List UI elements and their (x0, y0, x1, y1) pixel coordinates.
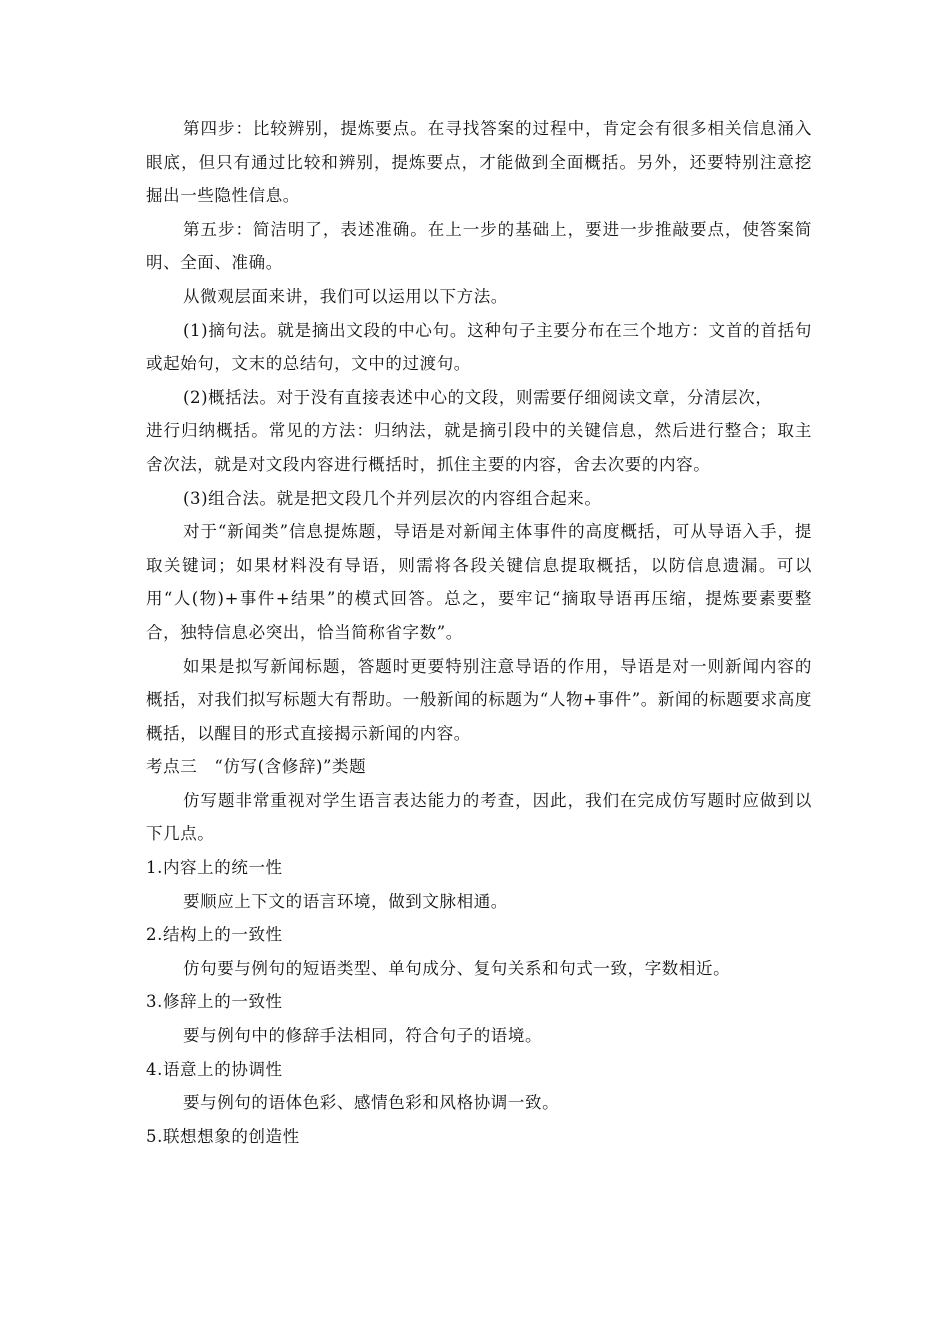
paragraph-micro-methods: 从微观层面来讲，我们可以运用以下方法。 (183, 286, 508, 306)
paragraph-structure-consistency: 仿句要与例句的短语类型、单句成分、复句关系和句式一致，字数相近。 (183, 958, 731, 978)
subheading-imagination-creativity: 5.联想想象的创造性 (146, 1126, 300, 1146)
paragraph-method-extract: (1)摘句法。就是摘出文段的中心句。这种句子主要分布在三个地方：文首的首括句或起始句，文末的总结句，文中的过渡句。 (146, 320, 812, 374)
subheading-content-unity: 1.内容上的统一性 (146, 858, 283, 878)
paragraph-imitation-intro: 仿写题非常重视对学生语言表达能力的考查，因此，我们在完成仿写题时应做到以下几点。 (146, 790, 812, 844)
document-body (146, 112, 812, 1153)
paragraph-rhetoric-consistency: 要与例句中的修辞手法相同，符合句子的语境。 (183, 1026, 543, 1046)
paragraph-method-summarize: (2)概括法。对于没有直接表述中心的文段，则需要仔细阅读文章，分清层次， (183, 387, 773, 407)
paragraph-step-four: 第四步：比较辨别，提炼要点。在寻找答案的过程中，肯定会有很多相关信息涌入眼底，但只有通过比较和辨别，提炼要点，才能做到全面概括。另外，还要特别注意挖掘出一些隐性信息。 (146, 119, 812, 206)
paragraph-news-title: 如果是拟写新闻标题，答题时更要特别注意导语的作用，导语是对一则新闻内容的概括，对我们拟写标题大有帮助。一般新闻的标题为“人物+事件”。新闻的标题要求高度概括，以醒目的形式直接揭示新闻的内容。 (146, 656, 812, 743)
subheading-rhetoric-consistency: 3.修辞上的一致性 (146, 992, 283, 1012)
paragraph-method-combine: (3)组合法。就是把文段几个并列层次的内容组合起来。 (183, 488, 602, 508)
section-heading-imitation: 考点三 “仿写(含修辞)”类题 (146, 757, 367, 777)
paragraph-meaning-coordination: 要与例句的语体色彩、感情色彩和风格协调一致。 (183, 1093, 560, 1113)
paragraph-method-summarize-cont: 进行归纳概括。常见的方法：归纳法，就是摘引段中的关键信息，然后进行整合；取主舍次法，就是对文段内容进行概括时，抓住主要的内容，舍去次要的内容。 (146, 421, 812, 474)
paragraph-news-info: 对于“新闻类”信息提炼题，导语是对新闻主体事件的高度概括，可从导语入手，提取关键词；如果材料没有导语，则需将各段关键信息提取概括，以防信息遗漏。可以用“人(物)+事件+结果”的模式回答。总之，要牢记“摘取导语再压缩，提炼要素要整合，独特信息必突出，恰当简称省字数”。 (146, 522, 812, 642)
paragraph-step-five: 第五步：简洁明了，表述准确。在上一步的基础上，要进一步推敲要点，使答案简明、全面、准确。 (146, 219, 812, 273)
subheading-meaning-coordination: 4.语意上的协调性 (146, 1059, 283, 1079)
subheading-structure-consistency: 2.结构上的一致性 (146, 925, 283, 945)
paragraph-content-unity: 要顺应上下文的语言环境，做到文脉相通。 (183, 891, 508, 911)
